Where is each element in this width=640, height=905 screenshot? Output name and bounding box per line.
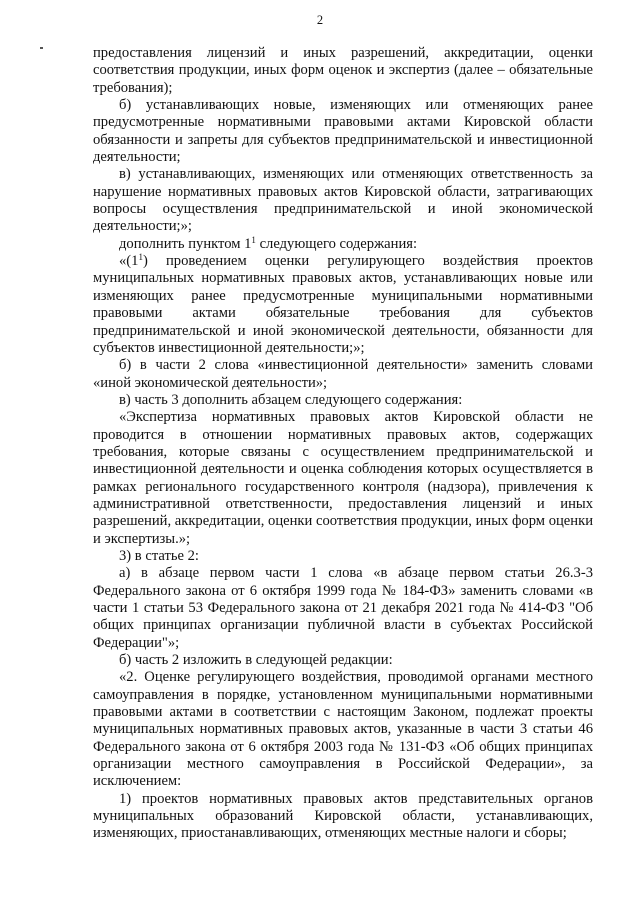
- paragraph-part-2-words: б) в части 2 слова «инвестиционной деятельности» заменить словами «иной экономической деятельности»;: [93, 357, 593, 391]
- point-rest: ) проведением оценки регулирующего воздействия проектов муниципальных нормативных правовых актов, устанавливающих новые или изменяющих ранее предусмотренные муниципальными нормативными правовыми актами обязательные требования для субъектов предпринимательской и иной экономической деятельности, обязанности для субъектов инвестиционной деятельности;»;: [93, 253, 593, 356]
- add-point-text: дополнить пунктом 1: [119, 235, 252, 252]
- paragraph-item-b: б) устанавливающих новые, изменяющих или отменяющих ранее предусмотренные нормативными правовыми актами Кировской области обязанности и запреты для субъектов предпринимательской и инвестиционной деятельности;: [93, 97, 593, 166]
- paragraph-add-point: [93, 236, 593, 253]
- paragraph-item-1: 1) проектов нормативных правовых актов представительных органов муниципальных образований Кировской области, устанавливающих, изменяющих, приостанавливающих, отменяющих местные налоги и сборы;: [93, 790, 593, 842]
- paragraph-part-3-add: в) часть 3 дополнить абзацем следующего содержания:: [119, 391, 463, 408]
- add-point-rest: следующего содержания:: [255, 235, 418, 252]
- paragraph-article-2: 3) в статье 2:: [119, 547, 199, 564]
- paragraph-point-1-1: [93, 253, 593, 357]
- point-superscript: 1: [138, 252, 143, 263]
- paragraph-item-v: в) устанавливающих, изменяющих или отменяющих ответственность за нарушение нормативных правовых актов Кировской области, затрагивающих вопросы осуществления предпринимательской и иной экономической деятельности;»;: [93, 166, 593, 235]
- margin-mark: [40, 47, 43, 49]
- paragraph-continuation: предоставления лицензий и иных разрешений, аккредитации, оценки соответствия продукции, иных форм оценок и экспертиз (далее – обязательные требования);: [93, 45, 593, 96]
- paragraph-quote-2: «2. Оценке регулирующего воздействия, проводимой органами местного самоуправления в порядке, установленном муниципальными нормативными правовыми актами в соответствии с настоящим Законом, подлежат проекты муниципальных нормативных правовых актов, указанные в части 3 статьи 46 Федерального закона от 6 октября 2003 года № 131-ФЗ «Об общих принципах организации местного самоуправления в Российской Федерации», за исключением:: [93, 669, 593, 790]
- document-body: [93, 45, 593, 843]
- paragraph-item-b-edit: б) часть 2 изложить в следующей редакции:: [119, 652, 393, 669]
- paragraph-item-a: а) в абзаце первом части 1 слова «в абзаце первом статьи 26.3-3 Федерального закона от 6 октября 1999 года № 184-ФЗ» заменить словами «в части 1 статьи 53 Федерального закона от 21 декабря 2021 года № 414-ФЗ "Об общих принципах организации публичной власти в субъектах Российской Федерации"»;: [93, 565, 593, 651]
- point-open: «(1: [119, 253, 139, 270]
- paragraph-expertise-quote: «Экспертиза нормативных правовых актов Кировской области не проводится в отношении нормативных правовых актов, содержащих требования, которые связаны с осуществлением предпринимательской и инвестиционной деятельности и оценка соблюдения которых осуществляется в рамках регионального государственного контроля (надзора), привлечения к административной ответственности, предоставления лицензий и иных разрешений, аккредитации, оценки соответствия продукции, иных форм оценки и экспертизы.»;: [93, 409, 593, 547]
- page-number: 2: [316, 13, 324, 27]
- add-point-superscript: 1: [251, 234, 256, 245]
